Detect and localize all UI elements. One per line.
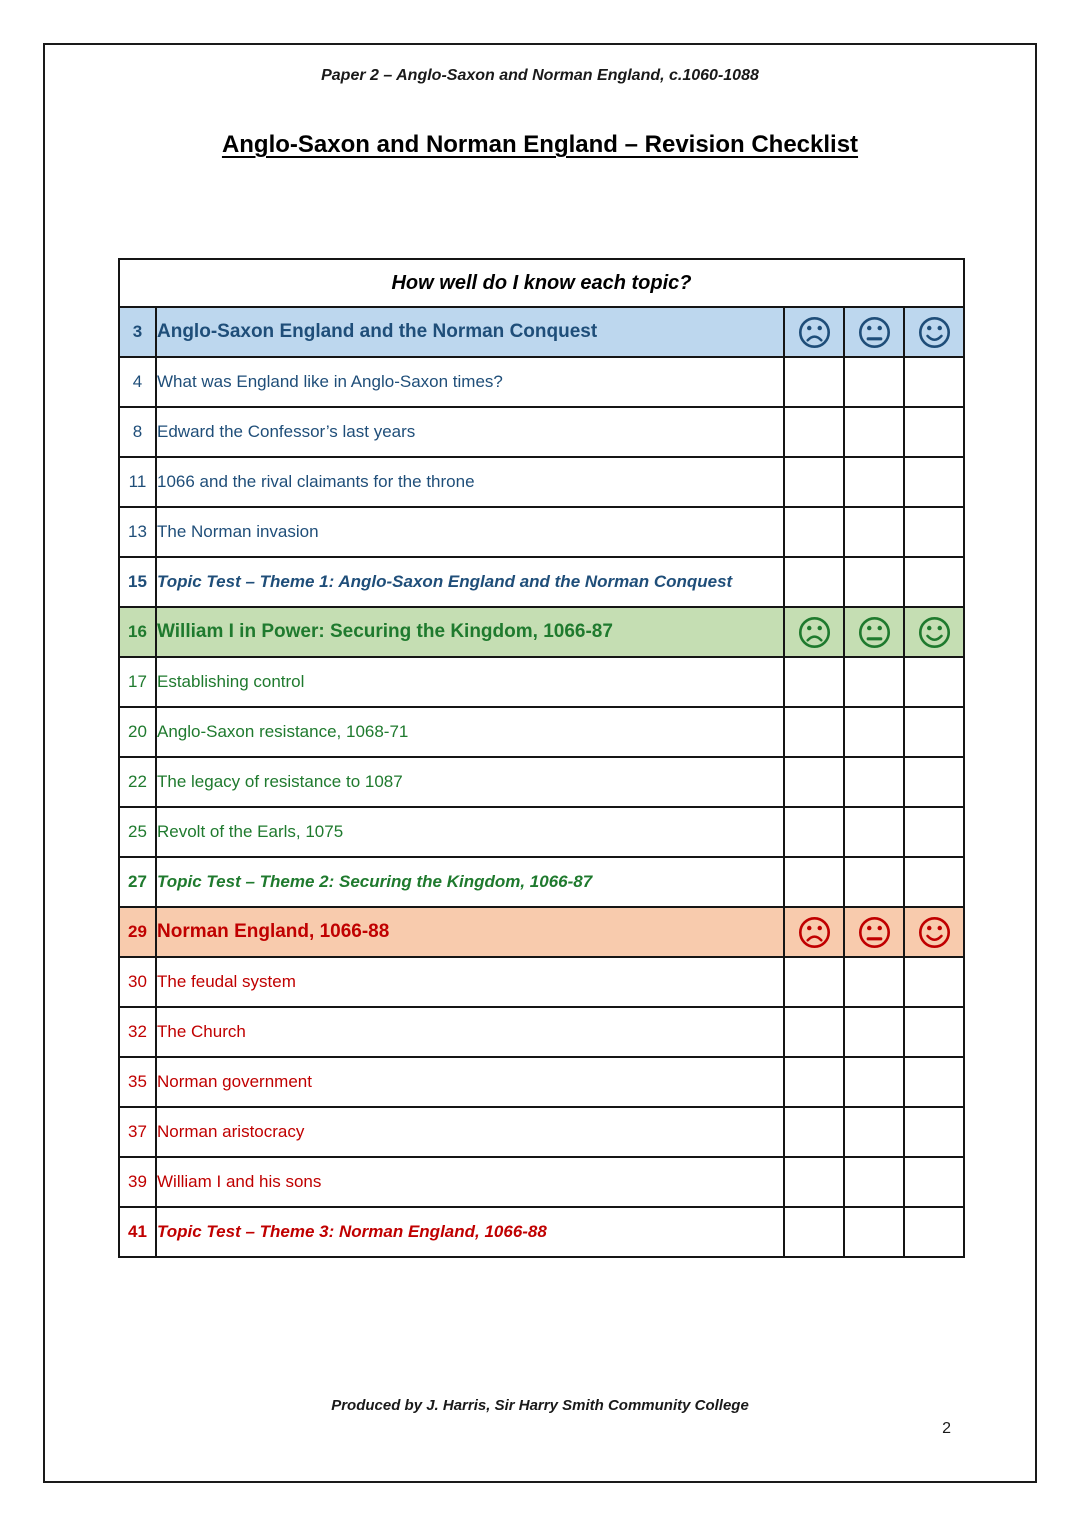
row-page-number: 20: [119, 707, 156, 757]
row-page-number: 39: [119, 1157, 156, 1207]
rating-cell-happy: [904, 907, 964, 957]
topic-label: William I and his sons: [156, 1157, 784, 1207]
table-row: [119, 1107, 964, 1157]
rating-cell-happy: [904, 707, 964, 757]
table-row: [119, 1157, 964, 1207]
rating-cell-happy: [904, 657, 964, 707]
page-title: Anglo-Saxon and Norman England – Revision Checklist: [221, 131, 859, 158]
rating-cell-sad: [784, 657, 844, 707]
row-page-number: 41: [119, 1207, 156, 1257]
table-caption-row: [119, 259, 964, 307]
table-row: [119, 857, 964, 907]
neutral-face-icon: [857, 623, 892, 640]
row-page-number: 32: [119, 1007, 156, 1057]
table-row: [119, 507, 964, 557]
rating-cell-sad: [784, 407, 844, 457]
topic-label: The Church: [156, 1007, 784, 1057]
rating-cell-sad: [784, 807, 844, 857]
rating-cell-neutral: [844, 1207, 904, 1257]
table-row: [119, 557, 964, 607]
table-caption: How well do I know each topic?: [119, 259, 964, 307]
topic-label: Topic Test – Theme 2: Securing the Kingdom, 1066-87: [156, 857, 784, 907]
section-header-row: [119, 907, 964, 957]
revision-checklist-table: [118, 258, 965, 1258]
rating-cell-neutral: [844, 1057, 904, 1107]
row-page-number: 30: [119, 957, 156, 1007]
section-title: Norman England, 1066-88: [156, 907, 784, 957]
rating-cell-happy: [904, 357, 964, 407]
topic-label: 1066 and the rival claimants for the throne: [156, 457, 784, 507]
rating-cell-happy: [904, 457, 964, 507]
table-row: [119, 457, 964, 507]
rating-cell-happy: [904, 1207, 964, 1257]
topic-label: Topic Test – Theme 1: Anglo-Saxon England and the Norman Conquest: [156, 557, 784, 607]
rating-cell-sad: [784, 507, 844, 557]
document-header: Paper 2 – Anglo-Saxon and Norman England, c.1060-1088: [321, 67, 759, 84]
table-row: [119, 707, 964, 757]
rating-cell-sad: [784, 707, 844, 757]
rating-cell-happy: [904, 607, 964, 657]
rating-cell-sad: [784, 457, 844, 507]
section-title: William I in Power: Securing the Kingdom, 1066-87: [156, 607, 784, 657]
row-page-number: 15: [119, 557, 156, 607]
rating-cell-neutral: [844, 707, 904, 757]
rating-cell-neutral: [844, 1107, 904, 1157]
rating-cell-happy: [904, 307, 964, 357]
rating-cell-sad: [784, 857, 844, 907]
rating-cell-sad: [784, 757, 844, 807]
rating-cell-neutral: [844, 1157, 904, 1207]
rating-cell-neutral: [844, 407, 904, 457]
rating-cell-happy: [904, 957, 964, 1007]
page-number: 2: [942, 1420, 951, 1437]
rating-cell-neutral: [844, 757, 904, 807]
row-page-number: 29: [119, 907, 156, 957]
rating-cell-happy: [904, 407, 964, 457]
rating-cell-happy: [904, 1007, 964, 1057]
table-row: [119, 657, 964, 707]
table-row: [119, 1207, 964, 1257]
smiley-face-icon: [917, 923, 952, 940]
row-page-number: 8: [119, 407, 156, 457]
rating-cell-sad: [784, 957, 844, 1007]
topic-label: Revolt of the Earls, 1075: [156, 807, 784, 857]
row-page-number: 3: [119, 307, 156, 357]
rating-cell-happy: [904, 1107, 964, 1157]
table-row: [119, 1007, 964, 1057]
topic-label: Norman government: [156, 1057, 784, 1107]
row-page-number: 27: [119, 857, 156, 907]
rating-cell-neutral: [844, 507, 904, 557]
table-row: [119, 407, 964, 457]
rating-cell-sad: [784, 1007, 844, 1057]
rating-cell-neutral: [844, 657, 904, 707]
rating-cell-sad: [784, 557, 844, 607]
sad-face-icon: [797, 923, 832, 940]
topic-label: Establishing control: [156, 657, 784, 707]
rating-cell-neutral: [844, 457, 904, 507]
row-page-number: 4: [119, 357, 156, 407]
rating-cell-sad: [784, 1057, 844, 1107]
row-page-number: 35: [119, 1057, 156, 1107]
rating-cell-sad: [784, 1157, 844, 1207]
rating-cell-happy: [904, 557, 964, 607]
rating-cell-neutral: [844, 807, 904, 857]
rating-cell-happy: [904, 857, 964, 907]
rating-cell-neutral: [844, 357, 904, 407]
rating-cell-sad: [784, 1107, 844, 1157]
table-row: [119, 807, 964, 857]
row-page-number: 17: [119, 657, 156, 707]
topic-label: The feudal system: [156, 957, 784, 1007]
row-page-number: 25: [119, 807, 156, 857]
rating-cell-sad: [784, 1207, 844, 1257]
row-page-number: 13: [119, 507, 156, 557]
table-row: [119, 957, 964, 1007]
table-row: [119, 1057, 964, 1107]
rating-cell-happy: [904, 1057, 964, 1107]
neutral-face-icon: [857, 323, 892, 340]
rating-cell-happy: [904, 1157, 964, 1207]
section-title: Anglo-Saxon England and the Norman Conquest: [156, 307, 784, 357]
topic-label: The legacy of resistance to 1087: [156, 757, 784, 807]
section-header-row: [119, 307, 964, 357]
topic-label: Anglo-Saxon resistance, 1068-71: [156, 707, 784, 757]
row-page-number: 37: [119, 1107, 156, 1157]
topic-label: Topic Test – Theme 3: Norman England, 1066-88: [156, 1207, 784, 1257]
rating-cell-neutral: [844, 307, 904, 357]
sad-face-icon: [797, 623, 832, 640]
rating-cell-sad: [784, 607, 844, 657]
rating-cell-sad: [784, 907, 844, 957]
topic-label: Norman aristocracy: [156, 1107, 784, 1157]
topic-label: What was England like in Anglo-Saxon times?: [156, 357, 784, 407]
row-page-number: 11: [119, 457, 156, 507]
neutral-face-icon: [857, 923, 892, 940]
rating-cell-happy: [904, 807, 964, 857]
smiley-face-icon: [917, 623, 952, 640]
rating-cell-neutral: [844, 857, 904, 907]
smiley-face-icon: [917, 323, 952, 340]
page-border: [43, 43, 1037, 1483]
rating-cell-neutral: [844, 1007, 904, 1057]
table-row: [119, 757, 964, 807]
row-page-number: 16: [119, 607, 156, 657]
rating-cell-happy: [904, 757, 964, 807]
table-row: [119, 357, 964, 407]
rating-cell-neutral: [844, 557, 904, 607]
topic-label: Edward the Confessor’s last years: [156, 407, 784, 457]
document-footer: Produced by J. Harris, Sir Harry Smith Community College: [331, 1397, 749, 1414]
row-page-number: 22: [119, 757, 156, 807]
section-header-row: [119, 607, 964, 657]
rating-cell-neutral: [844, 957, 904, 1007]
rating-cell-neutral: [844, 907, 904, 957]
sad-face-icon: [797, 323, 832, 340]
rating-cell-sad: [784, 307, 844, 357]
rating-cell-neutral: [844, 607, 904, 657]
topic-label: The Norman invasion: [156, 507, 784, 557]
rating-cell-happy: [904, 507, 964, 557]
rating-cell-sad: [784, 357, 844, 407]
